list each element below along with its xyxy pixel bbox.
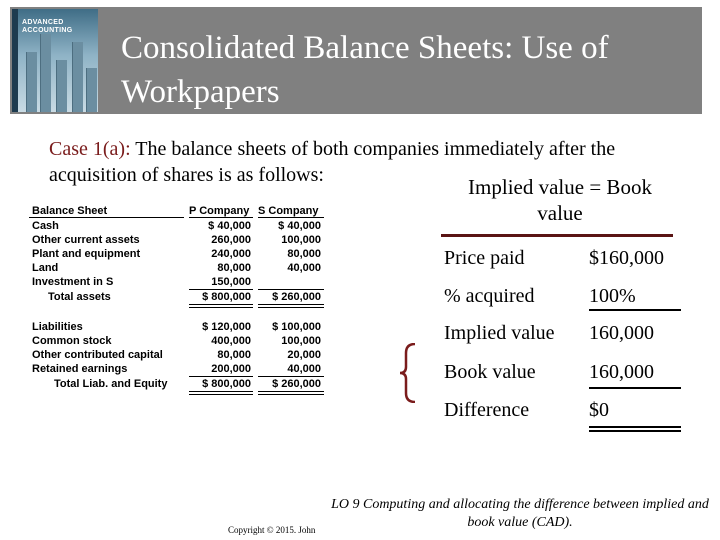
- p-value: 400,000: [211, 335, 251, 347]
- p-value: 80,000: [217, 349, 251, 361]
- s-value: $ 100,000: [272, 321, 321, 333]
- cover-building: [56, 60, 67, 112]
- calc-row: [444, 318, 684, 348]
- book-cover-image: [12, 9, 98, 112]
- cover-building: [40, 34, 51, 112]
- header-underline: [189, 217, 253, 218]
- p-value: 80,000: [217, 262, 251, 274]
- calc-value: $160,000: [589, 247, 664, 269]
- calc-label: Implied value: [444, 322, 555, 344]
- header-underline: [258, 217, 324, 218]
- calc-double-underline: [589, 426, 681, 432]
- implied-value-divider: [441, 234, 673, 237]
- p-value: 150,000: [211, 276, 251, 288]
- row-label: Investment in S: [32, 276, 114, 288]
- calc-label: % acquired: [444, 285, 535, 307]
- header-underline: [29, 217, 184, 218]
- calc-row: [444, 357, 684, 387]
- calc-underline: [589, 387, 681, 389]
- row-label: Total Liab. and Equity: [54, 378, 168, 390]
- table-row: [29, 362, 326, 376]
- row-label: Liabilities: [32, 321, 83, 333]
- p-value: $ 800,000: [202, 378, 251, 390]
- calc-row: [444, 395, 684, 425]
- calc-value: 160,000: [589, 322, 654, 344]
- calc-value: $0: [589, 399, 609, 421]
- implied-value-title: Implied value = Book value: [468, 175, 652, 225]
- calc-value: 100%: [589, 285, 636, 307]
- balance-sheet-table: [29, 204, 326, 393]
- double-underline: [189, 304, 253, 308]
- table-row: [29, 261, 326, 275]
- book-spine: [12, 9, 18, 112]
- intro-text: The balance sheets of both companies immediately after the acquisition of shares is as follows:: [49, 138, 616, 186]
- s-value: $ 260,000: [272, 378, 321, 390]
- double-underline: [189, 391, 253, 395]
- brace-icon: [398, 343, 418, 403]
- s-value: 80,000: [287, 248, 321, 260]
- row-label: Plant and equipment: [32, 248, 141, 260]
- total-liab-equity-row: [29, 377, 326, 391]
- s-value: 40,000: [287, 363, 321, 375]
- row-label: Other contributed capital: [32, 349, 163, 361]
- double-underline: [258, 304, 324, 308]
- table-row: [29, 275, 326, 289]
- table-row: [29, 334, 326, 348]
- s-value: 40,000: [287, 262, 321, 274]
- calc-label: Book value: [444, 361, 536, 383]
- double-underline: [258, 391, 324, 395]
- cover-building: [72, 42, 83, 112]
- row-label: Other current assets: [32, 234, 140, 246]
- table-row: [29, 320, 326, 334]
- column-header-p: P Company: [189, 205, 250, 217]
- p-value: $ 800,000: [202, 291, 251, 303]
- s-value: 100,000: [281, 335, 321, 347]
- p-value: 240,000: [211, 248, 251, 260]
- calc-underline: [589, 309, 681, 311]
- row-label: Land: [32, 262, 59, 274]
- copyright-text: Copyright © 2015. John: [228, 525, 316, 535]
- table-row: [29, 233, 326, 247]
- table-row: [29, 348, 326, 362]
- table-row: [29, 219, 326, 233]
- book-cover-title: ADVANCED ACCOUNTING: [22, 19, 73, 34]
- column-header-s: S Company: [258, 205, 319, 217]
- learning-objective: LO 9 Computing and allocating the difference between implied and book value (CAD).: [331, 497, 709, 530]
- total-assets-row: [29, 290, 326, 304]
- slide-title: Consolidated Balance Sheets: Use of Workpapers: [121, 30, 609, 110]
- s-value: $ 40,000: [278, 220, 321, 232]
- calc-value: 160,000: [589, 361, 654, 383]
- case-label: Case 1(a):: [49, 138, 131, 160]
- calc-row: [444, 243, 684, 273]
- balance-sheet-heading: Balance Sheet: [32, 205, 108, 217]
- row-label: Cash: [32, 220, 59, 232]
- row-label: Total assets: [48, 291, 111, 303]
- p-value: $ 120,000: [202, 321, 251, 333]
- p-value: 260,000: [211, 234, 251, 246]
- p-value: 200,000: [211, 363, 251, 375]
- table-row: [29, 247, 326, 261]
- calc-label: Price paid: [444, 247, 525, 269]
- calc-label: Difference: [444, 399, 530, 421]
- s-value: $ 260,000: [272, 291, 321, 303]
- cover-building: [26, 52, 37, 112]
- row-label: Common stock: [32, 335, 112, 347]
- p-value: $ 40,000: [208, 220, 251, 232]
- s-value: 100,000: [281, 234, 321, 246]
- s-value: 20,000: [287, 349, 321, 361]
- cover-building: [86, 68, 97, 112]
- row-label: Retained earnings: [32, 363, 128, 375]
- calc-row: [444, 281, 684, 311]
- table-header-row: [29, 204, 326, 218]
